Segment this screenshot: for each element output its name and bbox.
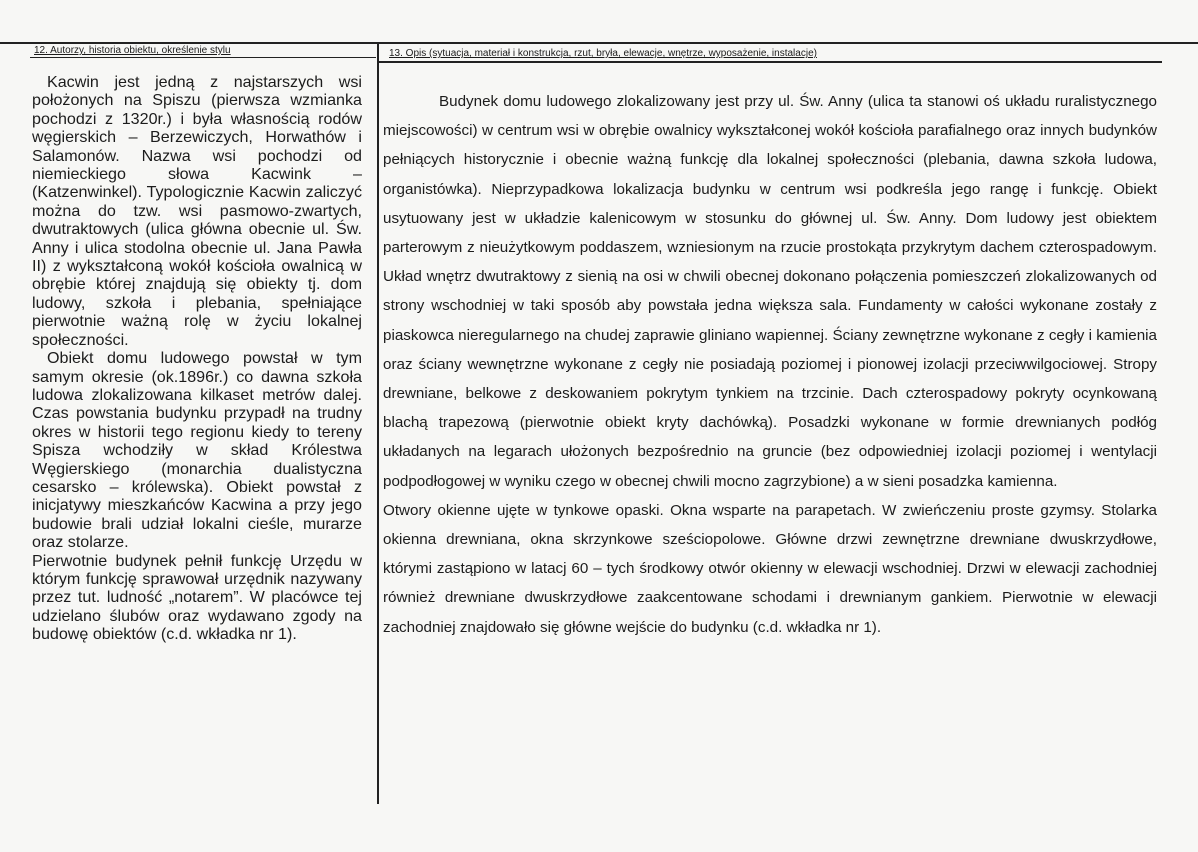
history-text (32, 73, 362, 644)
column-divider (377, 44, 379, 804)
description-paragraph-2: Otwory okienne ujęte w tynkowe opaski. Okna wsparte na parapetach. W zwieńczeniu proste gzymsy. Stolarka okienna drewniana, okna skrzynkowe sześciopolowe. Główne drzwi zewnętrzne drewniane dwuskrzydłowe, którymi zastąpiono w latacj 60 – tych środkowy otwór okienny w elewacji wschodniej. Drzwi w elewacji zachodniej również drewniane dwuskrzydłowe zaakcentowane schodami i drewnianym gankiem. Pierwotnie w elewacji zachodniej znajdowało się główne wejście do budynku (c.d. wkładka nr 1). (383, 501, 1157, 636)
section-12-title: 12. Autorzy, historia obiektu, określenie stylu (34, 45, 231, 56)
history-paragraph-1: Kacwin jest jedną z najstarszych wsi położonych na Spiszu (pierwsza wzmianka pochodzi z 1320r.) i była własnością rodów węgierskich – Berzewiczych, Horwathów i Salamonów. Nazwa wsi pochodzi od niemieckiego słowa Kacwink – (Katzenwinkel). Typologicznie Kacwin zaliczyć można do tzw. wsi pasmowo-zwartych, dwutraktowych (ulica główna obecnie ul. Św. Anny i ulica stodolna obecnie ul. Jana Pawła II) z wykształconą wokół kościoła owalnicą w obrębie której znajdują się obiekty tj. dom ludowy, szkoła i plebania, spełniające pierwotnie ważną rolę w życiu lokalnej społeczności. (32, 73, 362, 349)
top-rule (0, 42, 1198, 44)
section-13-title: 13. Opis (sytuacja, materiał i konstrukcja, rzut, bryła, elewacje, wnętrze, wyposażenie, instalacje) (389, 48, 817, 59)
left-header-rule (30, 57, 376, 58)
history-paragraph-3: Pierwotnie budynek pełnił funkcję Urzędu w którym funkcję sprawował urzędnik nazywany przez tut. ludność „notarem”. W placówce tej udzielano ślubów oraz wydawano zgody na budowę obiektów (c.d. wkładka nr 1). (32, 551, 362, 644)
description-paragraph-1: Budynek domu ludowego zlokalizowany jest przy ul. Św. Anny (ulica ta stanowi oś układu ruralistycznego miejscowości) w centrum wsi w obrębie owalnicy wykształconej wokół kościoła parafialnego oraz innych budynków pełniących historycznie i obecnie ważną funkcję dla lokalnej społeczności (plebania, dawna szkoła ludowa, organistówka). Nieprzypadkowa lokalizacja budynku w centrum wsi podkreśla jego rangę i funkcję. Obiekt usytuowany jest w układzie kalenicowym w stosunku do głównej ul. Św. Anny. Dom ludowy jest obiektem parterowym z nieużytkowym poddaszem, wzniesionym na rzucie prostokąta przykrytym dachem czterospadowym. Układ wnętrz dwutraktowy z sienią na osi w chwili obecnej dokonano połączenia pomieszczeń zlokalizowanych od strony wschodniej w taki sposób aby powstała jedna większa sala. Fundamenty w całości wykonane zostały z piaskowca nieregularnego na chudej zaprawie gliniano wapiennej. Ściany zewnętrzne wykonane z cegły i kamienia oraz ściany wewnętrzne wykonane z cegły nie posiadają poziomej i pionowej izolacji przeciwwilgociowej. Stropy drewniane, belkowe z deskowaniem pokrytym tynkiem na trzcinie. Dach czterospadowy pokryty ocynkowaną blachą trapezową (pierwotnie obiekt kryty dachówką). Posadzki wykonane w formie drewnianych podłóg układanych na legarach ułożonych bezpośrednio na gruncie (bez odpowiedniej izolacji poziomej i wentylacji podpodłogowej w wyniku czego w obecnej chwili mocno zagrzybione) a w sieni posadzka kamienna. (383, 93, 1157, 490)
description-text (383, 87, 1157, 642)
right-header-rule (378, 61, 1162, 63)
history-paragraph-2: Obiekt domu ludowego powstał w tym samym okresie (ok.1896r.) co dawna szkoła ludowa zlokalizowana kilkaset metrów dalej. Czas powstania budynku przypadł na trudny okres w historii tego regionu kiedy to tereny Spisza wchodziły w skład Królestwa Węgierskiego (monarchia dualistyczna cesarsko – królewska). Obiekt powstał z inicjatywy mieszkańców Kacwina a przy jego budowie brali udział lokalni cieśle, murarze oraz stolarze. (32, 349, 362, 552)
